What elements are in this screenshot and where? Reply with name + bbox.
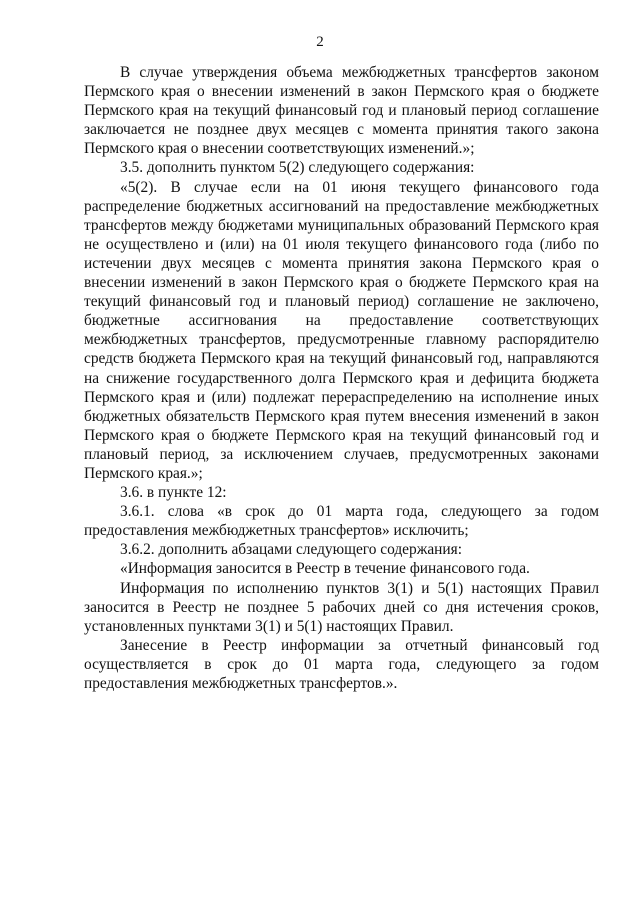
paragraph-item-3-5: 3.5. дополнить пунктом 5(2) следующего содержания: [120,159,475,177]
paragraph-annual-registry-entry: Занесение в Реестр информации за отчетный финансовый год осуществляется в срок до 01 марта года, следующего за годом предоставления межбюджетных трансфертов.». [84,636,599,692]
paragraph-registry-info: «Информация заносится в Реестр в течение финансового года. [120,560,530,578]
paragraph-budget-transfer-approval: В случае утверждения объема межбюджетных трансфертов законом Пермского края о внесении изменений в закон Пермского края о бюджете Пермского края на текущий финансовый год и плановый период соглашение заключается не позднее двух месяцев с момента принятия такого закона Пермского края о внесении соответствующих изменений.»; [84,64,599,158]
paragraph-registry-deadline: Информация по исполнению пунктов 3(1) и 5(1) настоящих Правил заносится в Реестр не позднее 5 рабочих дней со дня истечения сроков, установленных пунктами 3(1) и 5(1) настоящих Правил. [84,579,599,635]
document-body [84,63,599,693]
page-number: 2 [316,34,324,50]
paragraph-item-3-6-1: 3.6.1. слова «в срок до 01 марта года, следующего за годом предоставления межбюджетных трансфертов» исключить; [84,503,599,540]
paragraph-item-3-6: 3.6. в пункте 12: [120,484,227,502]
paragraph-item-3-6-2: 3.6.2. дополнить абзацами следующего содержания: [120,541,462,559]
paragraph-point-5-2: «5(2). В случае если на 01 июня текущего финансового года распределение бюджетных ассигнований на предоставление межбюджетных трансфертов между бюджетами муниципальных образований Пермского края не осуществлено и (или) на 01 июля текущего финансового года (либо по истечении двух месяцев с момента принятия закона Пермского края о внесении изменений в закон Пермского края о бюджете Пермского края на текущий финансовый год и плановый период) соглашение не заключено, бюджетные ассигнования на предоставление соответствующих межбюджетных трансфертов, предусмотренные главному распорядителю средств бюджета Пермского края на текущий финансовый год, направляются на снижение государственного долга Пермского края и дефицита бюджета Пермского края и (или) подлежат перераспределению на исполнение иных бюджетных обязательств Пермского края путем внесения изменений в закон Пермского края о бюджете Пермского края на текущий финансовый год и плановый период, за исключением случаев, предусмотренных законами Пермского края.»; [84,178,599,482]
